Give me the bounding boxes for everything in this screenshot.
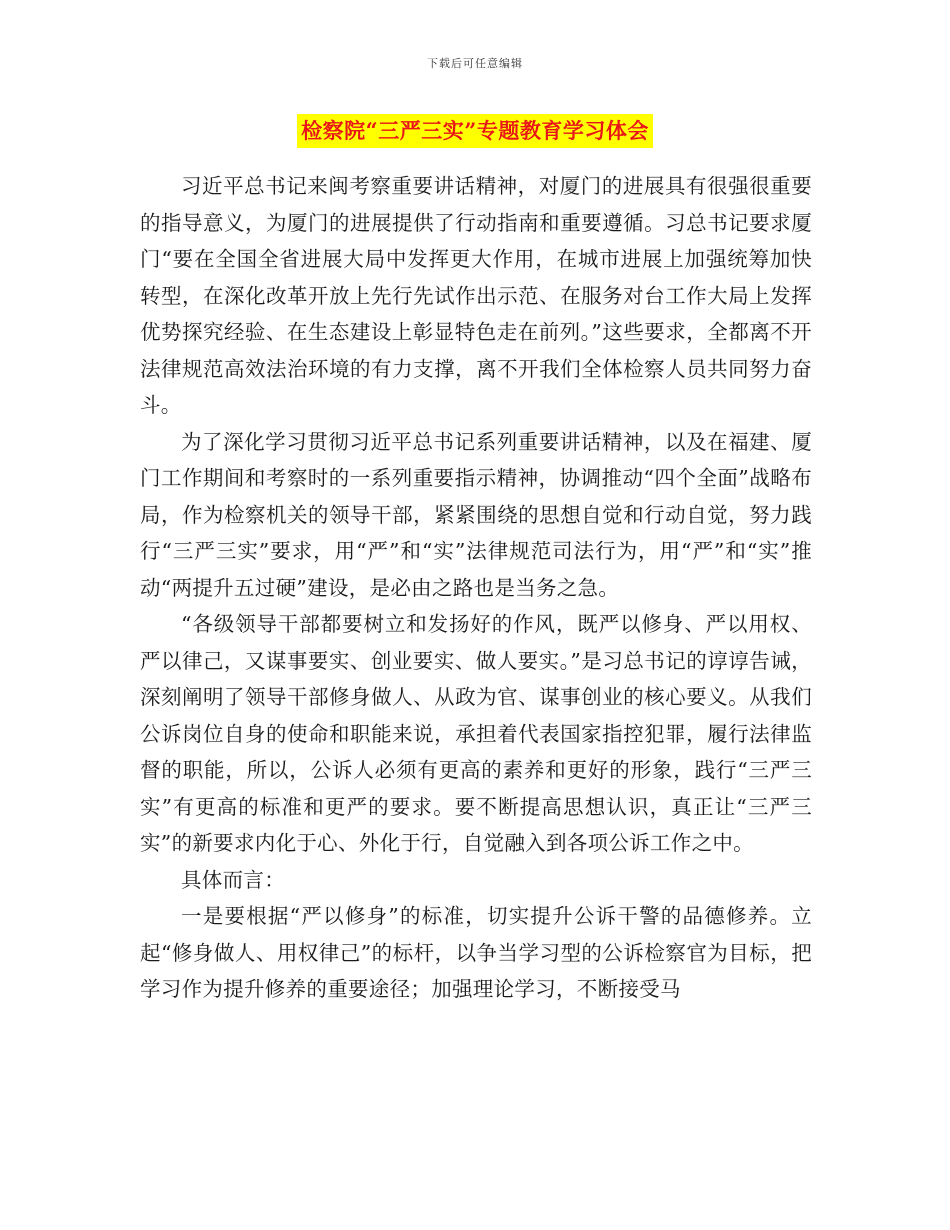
paragraph-4: 具体而言： xyxy=(181,867,285,892)
paragraph-3: “各级领导干部都要树立和发扬好的作风，既严以修身、严以用权、严以律己，又谋事要实、创业要实、做人要实。”是习总书记的谆谆告诫，深刻阐明了领导干部修身做人、从政为官、谋事创业的核心要义。从我们公诉岗位自身的使命和职能来说，承担着代表国家指控犯罪，履行法律监督的职能，所以，公诉人必须有更高的素养和更好的形象，践行“三严三实”有更高的标准和更严的要求。要不断提高思想认识，真正让“三严三实”的新要求内化于心、外化于行，自觉融入到各项公诉工作之中。 xyxy=(140,612,812,855)
document-title-wrapper xyxy=(0,114,950,148)
header-note: 下载后可任意编辑 xyxy=(427,57,523,70)
document-body xyxy=(140,168,812,1008)
paragraph-5: 一是要根据“严以修身”的标准，切实提升公诉干警的品德修养。立起“修身做人、用权律己”的标杆，以争当学习型的公诉检察官为目标，把学习作为提升修养的重要途径；加强理论学习，不断接受马 xyxy=(140,904,812,1001)
paragraph-2: 为了深化学习贯彻习近平总书记系列重要讲话精神，以及在福建、厦门工作期间和考察时的一系列重要指示精神，协调推动“四个全面”战略布局，作为检察机关的领导干部，紧紧围绕的思想自觉和行动自觉，努力践行“三严三实”要求，用“严”和“实”法律规范司法行为，用“严”和“实”推动“两提升五过硬”建设，是必由之路也是当务之急。 xyxy=(140,429,812,600)
document-title: 检察院“三严三实”专题教育学习体会 xyxy=(297,114,653,148)
paragraph-1: 习近平总书记来闽考察重要讲话精神，对厦门的进展具有很强很重要的指导意义，为厦门的进展提供了行动指南和重要遵循。习总书记要求厦门“要在全国全省进展大局中发挥更大作用，在城市进展上加强统筹加快转型，在深化改革开放上先行先试作出示范、在服务对台工作大局上发挥优势探究经验、在生态建设上彰显特色走在前列。”这些要求，全都离不开法律规范高效法治环境的有力支撑，离不开我们全体检察人员共同努力奋斗。 xyxy=(140,174,812,417)
